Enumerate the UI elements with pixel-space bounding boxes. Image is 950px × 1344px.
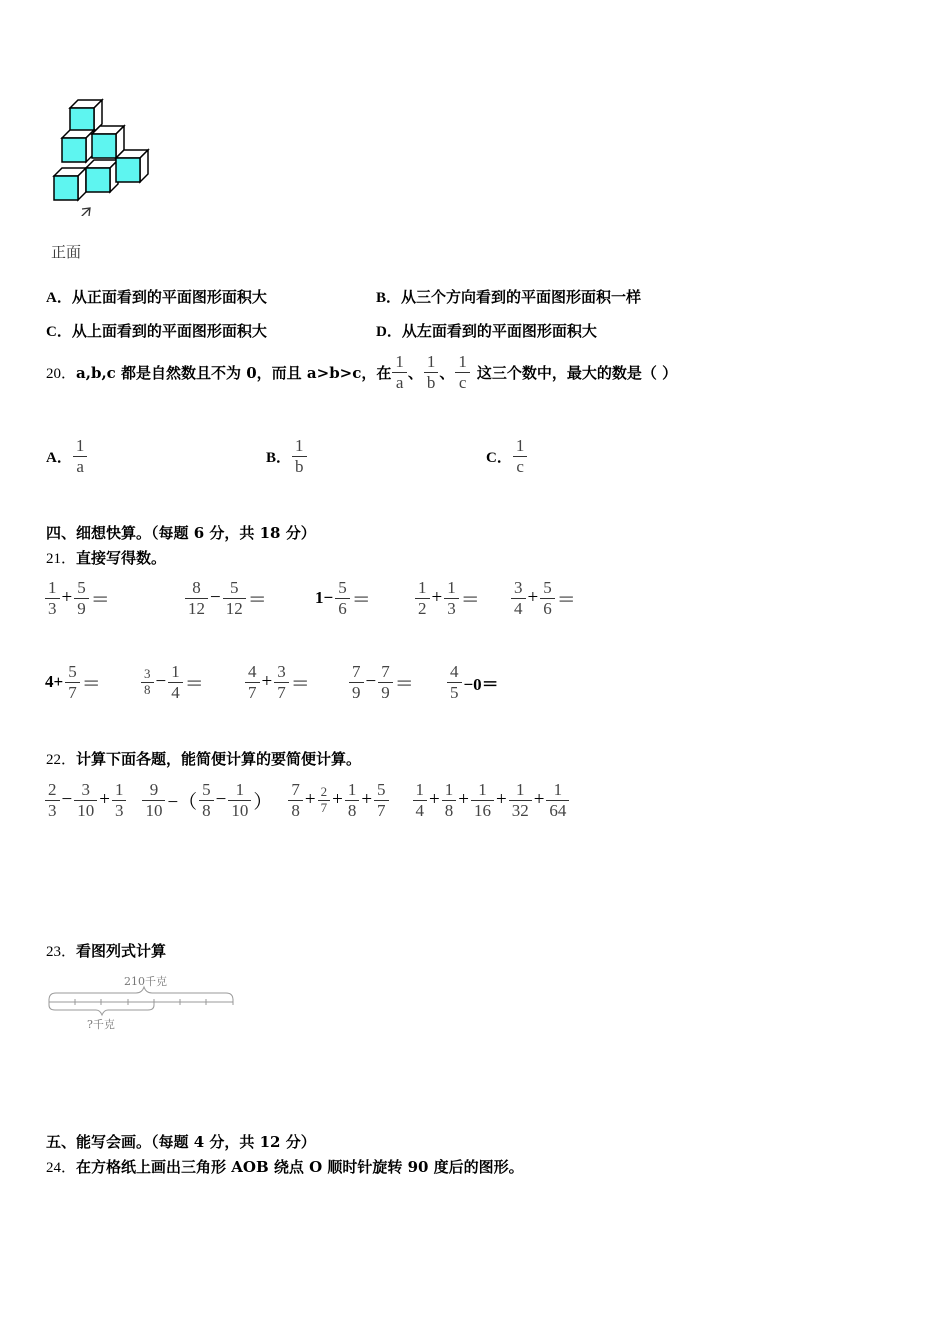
fraction: $\frac{7}{9}$	[349, 662, 364, 702]
q20-option-b[interactable]	[266, 436, 308, 476]
equals: ＝	[184, 673, 204, 695]
fraction: $\frac{1}{b}$	[424, 352, 439, 392]
fraction: $\frac{5}{7}$	[65, 662, 80, 702]
option-letter: C．	[46, 324, 72, 340]
fraction: $\frac{3}{8}$	[141, 667, 154, 698]
fraction: $\frac{1}{10}$	[228, 780, 251, 820]
q21-row-1	[44, 578, 600, 618]
equals: ＝	[556, 589, 576, 611]
option-letter: D．	[376, 324, 402, 340]
fraction: $\frac{3}{10}$	[74, 780, 97, 820]
cube	[116, 150, 148, 182]
fraction: $\frac{1}{32}$	[509, 780, 532, 820]
question-number: 24．	[46, 1160, 77, 1176]
fraction: $\frac{1}{4}$	[168, 662, 183, 702]
expression	[244, 662, 334, 702]
q19-option-a[interactable]	[46, 286, 267, 307]
q20-option-a[interactable]	[46, 436, 88, 476]
operator: +	[533, 789, 545, 811]
cube-figure	[48, 96, 158, 216]
question-text: 直接写得数。	[76, 549, 167, 567]
expression	[184, 578, 300, 618]
equals: ＝	[460, 589, 480, 611]
option-text: 从三个方向看到的平面图形面积一样	[401, 288, 642, 306]
cube	[86, 160, 118, 192]
fraction: $\frac{5}{9}$	[74, 578, 89, 618]
q24-text	[46, 1156, 524, 1177]
operator: −	[210, 587, 221, 609]
section-title: 五、能写会画。（每题 4 分，共 12 分）	[46, 1133, 316, 1151]
operator: +	[304, 789, 316, 811]
cube	[54, 168, 86, 200]
cube	[62, 130, 94, 162]
operator: 4+	[45, 672, 64, 692]
q22-expressions	[44, 780, 570, 820]
operator: +	[458, 789, 469, 811]
operator: +	[495, 789, 507, 811]
fraction: $\frac{8}{12}$	[185, 578, 208, 618]
option-text: 从正面看到的平面图形面积大	[71, 288, 267, 306]
expression-2	[141, 780, 273, 820]
q19-option-b[interactable]	[376, 286, 641, 307]
expression	[314, 578, 394, 618]
operator: −0＝	[463, 674, 499, 694]
equals: ＝	[90, 589, 110, 611]
separator: 、	[439, 363, 455, 382]
fraction: $\frac{1}{64}$	[546, 780, 569, 820]
fraction: $\frac{1}{3}$	[112, 780, 127, 820]
question-text: 计算下面各题，能简便计算的要简便计算。	[76, 750, 362, 768]
expression	[414, 578, 504, 618]
expression	[44, 578, 156, 618]
q21-row-2	[44, 662, 526, 702]
fraction: $\frac{7}{9}$	[378, 662, 393, 702]
fraction: $\frac{5}{6}$	[540, 578, 555, 618]
fraction: $\frac{2}{3}$	[45, 780, 60, 820]
part-label: ?千克	[87, 1018, 115, 1031]
fraction: $\frac{5}{6}$	[335, 578, 350, 618]
section-title: 四、细想快算。（每题 6 分，共 18 分）	[46, 524, 316, 542]
fraction: $\frac{5}{8}$	[199, 780, 214, 820]
option-letter: B．	[266, 449, 292, 466]
total-label: 210千克	[124, 975, 167, 988]
equals: ＝	[394, 673, 414, 695]
question-number: 22．	[46, 752, 77, 768]
fraction: $\frac{4}{5}$	[447, 662, 462, 702]
question-number: 21．	[46, 551, 77, 567]
fraction: $\frac{1}{2}$	[415, 578, 430, 618]
q19-option-c[interactable]	[46, 320, 267, 341]
fraction: $\frac{7}{8}$	[288, 780, 303, 820]
equals: ＝	[81, 673, 101, 695]
q22-title	[46, 748, 361, 769]
fraction: $\frac{1}{c}$	[513, 436, 528, 476]
brace-and-line	[46, 972, 238, 1034]
operator: +	[99, 789, 110, 811]
q20-stem-text: a,b,c 都是自然数且不为 0，而且 a>b>c，在	[76, 363, 392, 382]
fraction: $\frac{1}{4}$	[413, 780, 428, 820]
segment-diagram	[46, 972, 238, 1034]
fraction: $\frac{3}{7}$	[274, 662, 289, 702]
expression	[140, 662, 230, 702]
fraction: $\frac{3}{4}$	[511, 578, 526, 618]
fraction: $\frac{1}{3}$	[444, 578, 459, 618]
expression	[446, 662, 526, 702]
option-text: 从上面看到的平面图形面积大	[71, 322, 267, 340]
fraction: $\frac{1}{8}$	[442, 780, 457, 820]
cube	[70, 100, 102, 132]
operator: −	[365, 671, 377, 693]
option-text: 从左面看到的平面图形面积大	[401, 322, 597, 340]
option-letter: A．	[46, 290, 72, 306]
equals: ＝	[290, 673, 310, 695]
fraction: $\frac{5}{7}$	[374, 780, 389, 820]
question-text: 看图列式计算	[76, 942, 167, 960]
expression-1	[44, 780, 127, 820]
fraction: $\frac{1}{8}$	[345, 780, 360, 820]
fraction: $\frac{1}{16}$	[471, 780, 494, 820]
fraction: $\frac{1}{c}$	[455, 352, 470, 392]
operator: +	[261, 671, 273, 693]
operator: +	[361, 789, 373, 811]
fraction: $\frac{2}{7}$	[318, 785, 331, 816]
option-letter: A．	[46, 449, 72, 466]
equals: ＝	[351, 589, 371, 611]
operator: 1−	[315, 588, 334, 608]
question-number: 20．	[46, 365, 77, 382]
expression	[348, 662, 438, 702]
expression	[510, 578, 600, 618]
equals: ＝	[247, 589, 267, 611]
fraction: $\frac{4}{7}$	[245, 662, 260, 702]
operator: +	[61, 587, 73, 609]
operator: −	[155, 671, 167, 693]
expression-4	[412, 780, 571, 820]
option-letter: B．	[376, 290, 402, 306]
q19-option-d[interactable]	[376, 320, 597, 341]
q20-stem	[46, 352, 677, 392]
front-label: 正面	[51, 243, 82, 261]
separator: 、	[407, 363, 423, 382]
operator: +	[431, 587, 443, 609]
operator: −（	[167, 791, 198, 813]
fraction: $\frac{1}{3}$	[45, 578, 60, 618]
option-letter: C．	[486, 449, 512, 466]
fraction: $\frac{5}{12}$	[223, 578, 246, 618]
q23-title	[46, 940, 166, 961]
operator: +	[332, 789, 343, 811]
front-arrow	[65, 208, 90, 216]
question-number: 23．	[46, 944, 77, 960]
expression-3	[287, 780, 389, 820]
q20-option-c[interactable]	[486, 436, 528, 476]
operator: −	[215, 789, 227, 811]
operator: +	[429, 789, 440, 811]
fraction: $\frac{9}{10}$	[142, 780, 165, 820]
cube	[92, 126, 124, 158]
question-text: 在方格纸上画出三角形 AOB 绕点 O 顺时针旋转 90 度后的图形。	[76, 1158, 524, 1176]
operator: −	[61, 789, 73, 811]
operator: +	[527, 587, 539, 609]
fraction: $\frac{1}{b}$	[292, 436, 307, 476]
fraction: $\frac{1}{a}$	[392, 352, 407, 392]
operator: ）	[253, 791, 273, 813]
q20-stem-text: 这三个数中，最大的数是（ ）	[476, 363, 678, 382]
q21-title	[46, 547, 166, 568]
fraction: $\frac{1}{a}$	[73, 436, 88, 476]
expression	[44, 662, 124, 702]
